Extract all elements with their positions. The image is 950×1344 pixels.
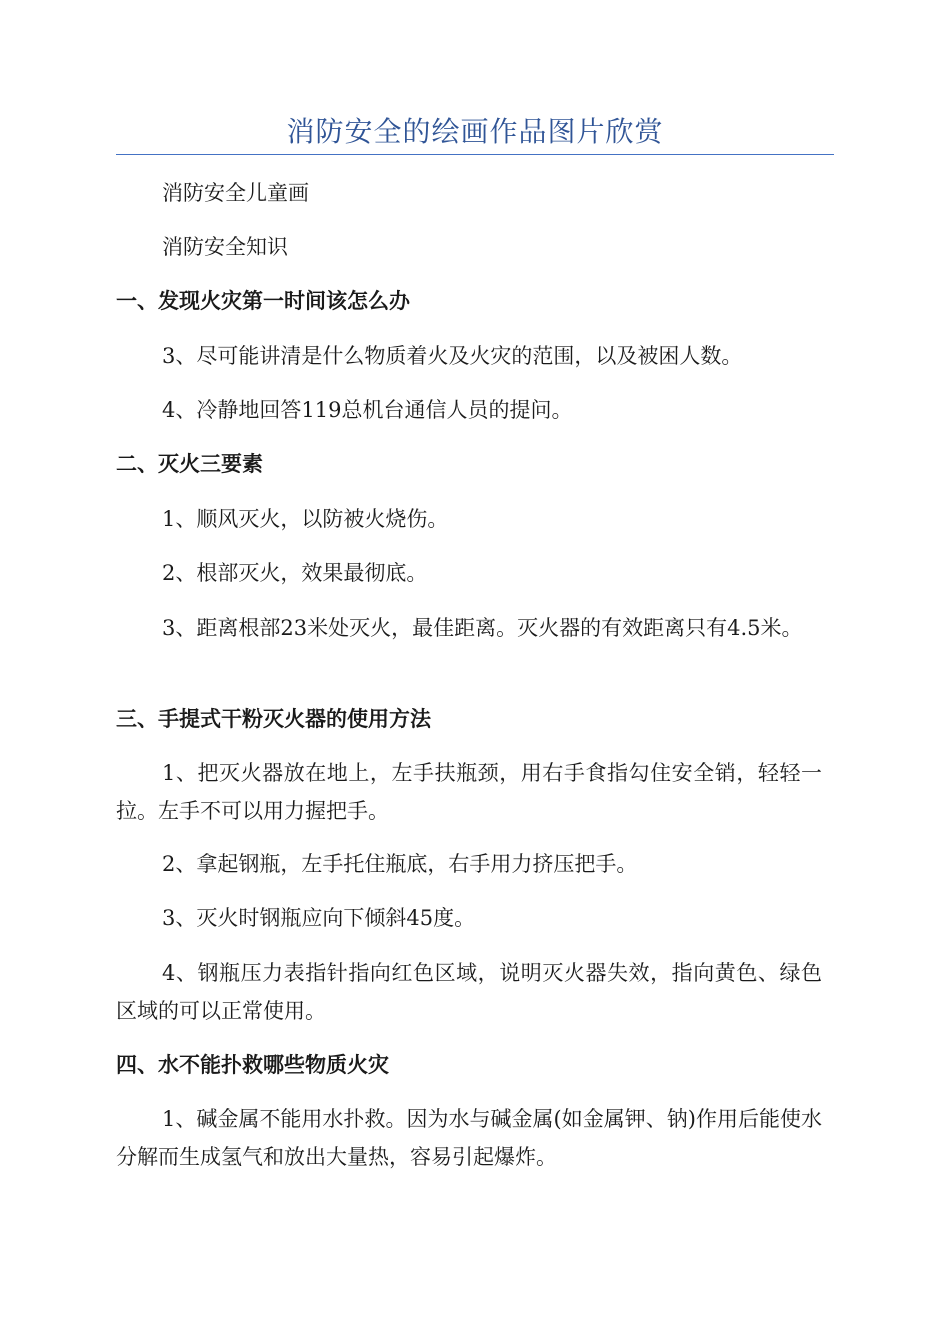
list-item: 4、钢瓶压力表指针指向红色区域，说明灭火器失效，指向黄色、绿色区域的可以正常使用。 xyxy=(116,961,822,1023)
text-line: 消防安全儿童画 xyxy=(162,181,309,205)
list-item: 3、距离根部23米处灭火，最佳距离。灭火器的有效距离只有4.5米。 xyxy=(162,616,803,640)
list-item: 3、尽可能讲清是什么物质着火及火灾的范围，以及被困人数。 xyxy=(162,344,743,368)
text-line: 消防安全知识 xyxy=(162,235,288,259)
list-item: 1、顺风灭火，以防被火烧伤。 xyxy=(162,507,449,531)
document-title: 消防安全的绘画作品图片欣赏 xyxy=(286,115,664,148)
list-item: 3、灭火时钢瓶应向下倾斜45度。 xyxy=(162,906,476,930)
section-heading: 二、灭火三要素 xyxy=(116,452,263,476)
list-item: 2、根部灭火，效果最彻底。 xyxy=(162,561,428,585)
list-item: 1、把灭火器放在地上，左手扶瓶颈，用右手食指勾住安全销，轻轻一拉。左手不可以用力握把手。 xyxy=(116,761,822,823)
section-heading: 一、发现火灾第一时间该怎么办 xyxy=(116,289,410,313)
section-heading: 三、手提式干粉灭火器的使用方法 xyxy=(116,707,431,731)
title-underline xyxy=(116,154,834,155)
list-item: 1、碱金属不能用水扑救。因为水与碱金属(如金属钾、钠)作用后能使水分解而生成氢气和放出大量热，容易引起爆炸。 xyxy=(116,1107,822,1169)
list-item: 4、冷静地回答119总机台通信人员的提问。 xyxy=(162,398,573,422)
section-heading: 四、水不能扑救哪些物质火灾 xyxy=(116,1053,389,1077)
list-item: 2、拿起钢瓶，左手托住瓶底，右手用力挤压把手。 xyxy=(162,852,638,876)
